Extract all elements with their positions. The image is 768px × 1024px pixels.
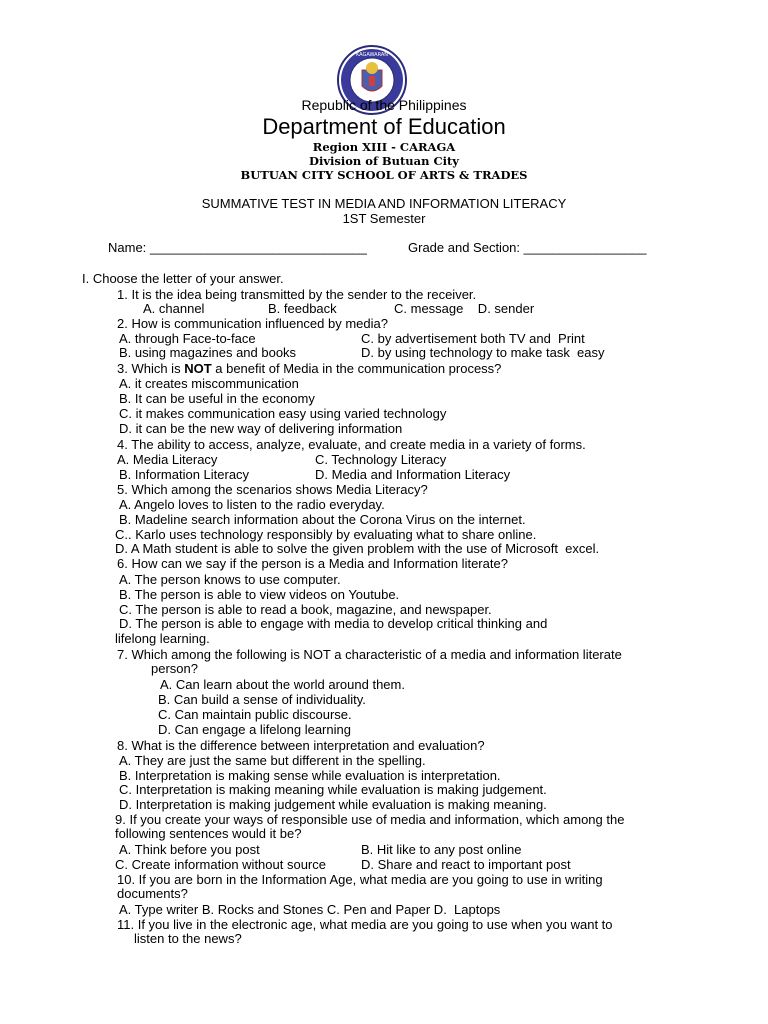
q8-option-d: D. Interpretation is making judgement while evaluation is making meaning.	[119, 797, 547, 812]
question-5: 5. Which among the scenarios shows Media Literacy?	[117, 482, 428, 497]
region-line: Region XIII - CARAGA	[312, 140, 456, 154]
question-10-cont: documents?	[117, 886, 188, 901]
q3-option-c: C. it makes communication easy using varied technology	[119, 406, 447, 421]
q8-option-b: B. Interpretation is making sense while evaluation is interpretation.	[119, 768, 501, 783]
q8-option-a: A. They are just the same but different in the spelling.	[119, 753, 426, 768]
question-9: 9. If you create your ways of responsible use of media and information, which among the	[115, 812, 625, 827]
question-3: 3. Which is NOT a benefit of Media in the communication process?	[117, 361, 502, 376]
q4-option-a: A. Media Literacy	[117, 452, 218, 467]
q5-option-c: C.. Karlo uses technology responsibly by evaluating what to share online.	[115, 527, 537, 542]
q7-option-a: A. Can learn about the world around them.	[160, 677, 405, 692]
q6-option-c: C. The person is able to read a book, magazine, and newspaper.	[119, 602, 492, 617]
q9-option-c: C. Create information without source	[115, 857, 326, 872]
grade-section-field[interactable]: Grade and Section: _________________	[408, 240, 647, 255]
svg-text:KAGAWARAN: KAGAWARAN	[355, 52, 389, 58]
q9-option-d: D. Share and react to important post	[361, 857, 571, 872]
q7-option-c: C. Can maintain public discourse.	[158, 707, 352, 722]
semester-line: 1ST Semester	[342, 211, 426, 226]
q4-option-c: C. Technology Literacy	[315, 452, 447, 467]
question-2: 2. How is communication influenced by media?	[117, 316, 388, 331]
question-6: 6. How can we say if the person is a Media and Information literate?	[117, 556, 508, 571]
q9-option-a: A. Think before you post	[119, 842, 260, 857]
q1-option-a: A. channel	[143, 301, 205, 316]
q8-option-c: C. Interpretation is making meaning while evaluation is making judgement.	[119, 782, 547, 797]
division-line: Division of Butuan City	[309, 154, 459, 168]
q9-option-b: B. Hit like to any post online	[361, 842, 522, 857]
q7-option-d: D. Can engage a lifelong learning	[158, 722, 351, 737]
q10-options: A. Type writer B. Rocks and Stones C. Pen and Paper D. Laptops	[119, 902, 501, 917]
question-9-cont: following sentences would it be?	[115, 826, 302, 841]
question-8: 8. What is the difference between interpretation and evaluation?	[117, 738, 485, 753]
q4-option-d: D. Media and Information Literacy	[315, 467, 511, 482]
q3-option-d: D. it can be the new way of delivering information	[119, 421, 403, 436]
republic-line: Republic of the Philippines	[301, 97, 467, 113]
q2-option-c: C. by advertisement both TV and Print	[361, 331, 585, 346]
question-7: 7. Which among the following is NOT a characteristic of a media and information literate	[117, 647, 622, 662]
question-1: 1. It is the idea being transmitted by the sender to the receiver.	[117, 287, 477, 302]
question-4: 4. The ability to access, analyze, evaluate, and create media in a variety of forms.	[117, 437, 586, 452]
question-10: 10. If you are born in the Information Age, what media are you going to use in writing	[117, 872, 603, 887]
name-field[interactable]: Name: ______________________________	[108, 240, 367, 255]
department-title: Department of Education	[262, 114, 506, 139]
q6-option-d: D. The person is able to engage with media to develop critical thinking and	[119, 616, 548, 631]
q7-option-b: B. Can build a sense of individuality.	[158, 692, 366, 707]
q5-option-a: A. Angelo loves to listen to the radio everyday.	[119, 497, 385, 512]
question-11-cont: listen to the news?	[134, 931, 242, 946]
q6-option-d-cont: lifelong learning.	[115, 631, 210, 646]
q6-option-a: A. The person knows to use computer.	[119, 572, 341, 587]
q5-option-b: B. Madeline search information about the Corona Virus on the internet.	[119, 512, 526, 527]
q2-option-b: B. using magazines and books	[119, 345, 297, 360]
q1-option-b: B. feedback	[268, 301, 337, 316]
q2-option-a: A. through Face-to-face	[119, 331, 256, 346]
q3-option-b: B. It can be useful in the economy	[119, 391, 315, 406]
q6-option-b: B. The person is able to view videos on Youtube.	[119, 587, 400, 602]
q3-option-a: A. it creates miscommunication	[119, 376, 299, 391]
school-line: BUTUAN CITY SCHOOL OF ARTS & TRADES	[240, 168, 528, 182]
test-title: SUMMATIVE TEST IN MEDIA AND INFORMATION LITERACY	[201, 196, 567, 211]
question-11: 11. If you live in the electronic age, what media are you going to use when you want to	[117, 917, 613, 932]
q4-option-b: B. Information Literacy	[119, 467, 250, 482]
instructions: I. Choose the letter of your answer.	[82, 271, 284, 286]
q1-option-cd: C. message D. sender	[394, 301, 535, 316]
question-7-cont: person?	[151, 661, 198, 676]
q5-option-d: D. A Math student is able to solve the given problem with the use of Microsoft excel.	[115, 541, 600, 556]
q2-option-d: D. by using technology to make task easy	[361, 345, 605, 360]
